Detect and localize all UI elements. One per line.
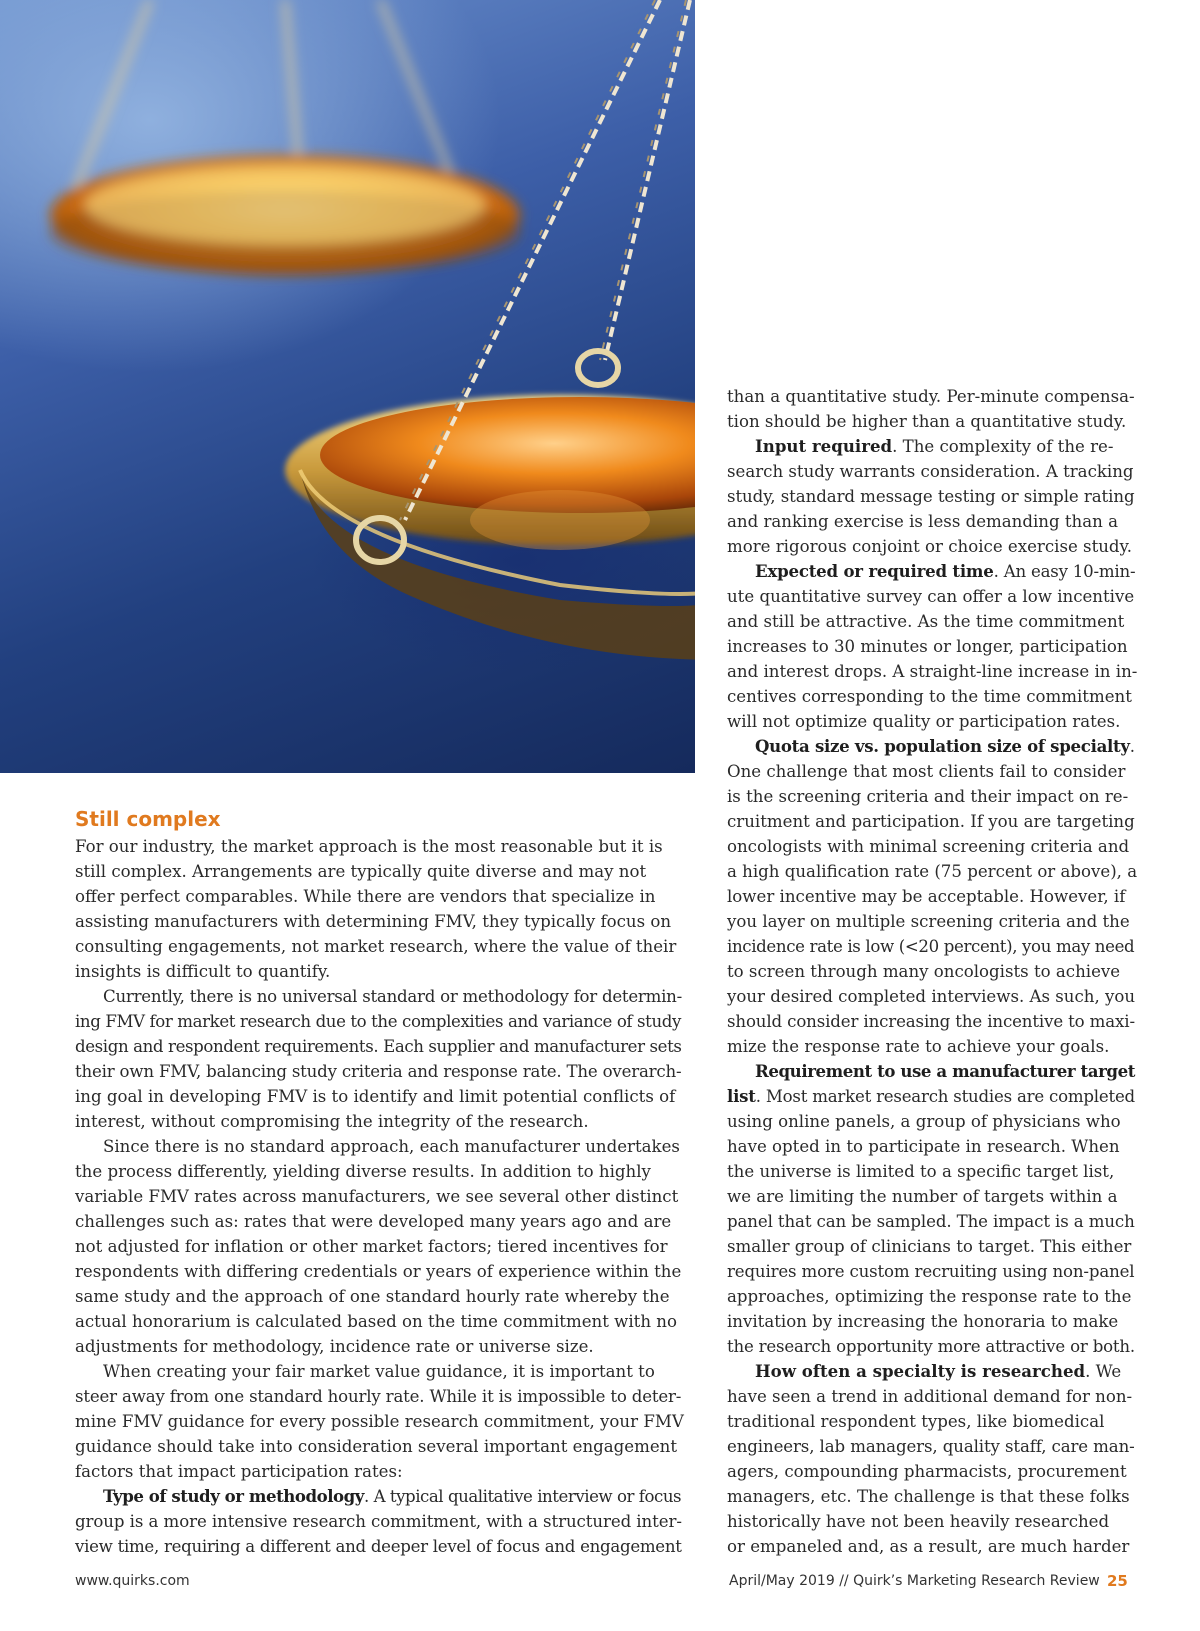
bold-lead-in: Input required [755,436,893,456]
text-line [75,1484,685,1509]
line-text: to screen through many oncologists to achieve [727,962,1121,981]
line-text: factors that impact participation rates: [75,1462,403,1481]
text-line [75,1434,685,1459]
line-text: or empaneled and, as a result, are much harder [727,1537,1130,1556]
page-number: 25 [1107,1572,1128,1590]
line-text: . An easy 10-min- [993,562,1136,581]
line-text: . [1129,737,1135,756]
text-line [75,1159,685,1184]
line-text: tion should be higher than a quantitative study. [727,412,1127,431]
line-text: mine FMV guidance for every possible research commitment, your FMV [75,1412,684,1431]
line-text: should consider increasing the incentive to maxi- [727,1012,1135,1031]
line-text: smaller group of clinicians to target. This either [727,1237,1132,1256]
line-text: study, standard message testing or simple rating [727,487,1135,506]
line-text: Currently, there is no universal standard or methodology for determin- [103,987,682,1006]
text-line [727,1309,1137,1334]
text-line [727,1334,1137,1359]
text-line [727,809,1137,834]
line-text: traditional respondent types, like biomedical [727,1412,1105,1431]
text-line [727,509,1137,534]
line-text: incidence rate is low (<20 percent), you may need [727,937,1135,956]
text-line [75,1259,685,1284]
text-line [727,584,1137,609]
section-heading: Still complex [75,807,221,831]
line-text: lower incentive may be acceptable. However, if [727,887,1126,906]
text-line [727,409,1137,434]
bold-lead-in: Type of study or methodology [103,1486,364,1506]
text-line [75,1134,685,1159]
line-text: your desired completed interviews. As such, you [727,987,1136,1006]
line-text: approaches, optimizing the response rate to the [727,1287,1132,1306]
line-text: a high qualification rate (75 percent or above), a [727,862,1138,881]
line-text: ute quantitative survey can offer a low incentive [727,587,1135,606]
text-line [727,684,1137,709]
line-text: variable FMV rates across manufacturers, we see several other distinct [75,1187,679,1206]
text-line [727,984,1137,1009]
line-text: offer perfect comparables. While there are vendors that specialize in [75,887,656,906]
text-line [727,1034,1137,1059]
text-line [75,1359,685,1384]
footer-issue: April/May 2019 // Quirk’s Marketing Research Review [729,1573,1100,1589]
text-line [727,1284,1137,1309]
line-text: have opted in to participate in research. When [727,1137,1120,1156]
bold-lead-in: Requirement to use a manufacturer target [755,1061,1135,1081]
text-line [727,634,1137,659]
text-line [727,1484,1137,1509]
text-line [727,1509,1137,1534]
line-text: the process differently, yielding diverse results. In addition to highly [75,1162,651,1181]
line-text: and still be attractive. As the time commitment [727,612,1125,631]
line-text: engineers, lab managers, quality staff, care man- [727,1437,1135,1456]
text-line [727,384,1137,409]
line-text: using online panels, a group of physicians who [727,1112,1121,1131]
text-line [727,759,1137,784]
text-line [75,1234,685,1259]
text-line [727,884,1137,909]
text-line [727,1184,1137,1209]
text-line [75,1334,685,1359]
line-text: you layer on multiple screening criteria and the [727,912,1130,931]
line-text: One challenge that most clients fail to consider [727,762,1126,781]
line-text: we are limiting the number of targets within a [727,1187,1118,1206]
line-text: and ranking exercise is less demanding than a [727,512,1118,531]
text-line [75,1509,685,1534]
line-text: . The complexity of the re- [892,437,1114,456]
line-text: managers, etc. The challenge is that these folks [727,1487,1130,1506]
line-text: their own FMV, balancing study criteria and response rate. The overarch- [75,1062,682,1081]
line-text: design and respondent requirements. Each supplier and manufacturer sets [75,1037,682,1056]
text-line [727,1434,1137,1459]
line-text: still complex. Arrangements are typically quite diverse and may not [75,862,647,881]
line-text: assisting manufacturers with determining FMV, they typically focus on [75,912,672,931]
right-column [727,384,1137,1559]
line-text: oncologists with minimal screening criteria and [727,837,1130,856]
line-text: panel that can be sampled. The impact is a much [727,1212,1135,1231]
text-line [75,909,685,934]
text-line [727,709,1137,734]
line-text: consulting engagements, not market research, where the value of their [75,937,677,956]
text-line [75,834,685,859]
text-line [75,1309,685,1334]
line-text: . We [1085,1362,1122,1381]
text-line [75,859,685,884]
line-text: . Most market research studies are completed [755,1087,1135,1106]
line-text: ing goal in developing FMV is to identify and limit potential conflicts of [75,1087,676,1106]
line-text: cruitment and participation. If you are targeting [727,812,1135,831]
line-text: requires more custom recruiting using non-panel [727,1262,1135,1281]
text-line [727,609,1137,634]
text-line [727,659,1137,684]
text-line [727,734,1137,759]
text-line [727,1234,1137,1259]
text-line [727,1459,1137,1484]
text-line [75,1009,685,1034]
text-line [75,1409,685,1434]
text-line [727,909,1137,934]
text-line [727,1134,1137,1159]
line-text: When creating your fair market value guidance, it is important to [103,1362,655,1381]
left-column [75,834,685,1559]
line-text: Since there is no standard approach, each manufacturer undertakes [103,1137,680,1156]
bold-lead-in: list [727,1086,756,1106]
text-line [727,934,1137,959]
line-text: not adjusted for inflation or other market factors; tiered incentives for [75,1237,668,1256]
text-line [75,934,685,959]
text-line [727,1409,1137,1434]
line-text: group is a more intensive research commitment, with a structured inter- [75,1512,682,1531]
bold-lead-in: Expected or required time [755,561,994,581]
line-text: and interest drops. A straight-line increase in in- [727,662,1138,681]
line-text: challenges such as: rates that were developed many years ago and are [75,1212,672,1231]
line-text: will not optimize quality or participation rates. [727,712,1121,731]
line-text: search study warrants consideration. A tracking [727,462,1134,481]
line-text: centives corresponding to the time commitment [727,687,1132,706]
text-line [727,784,1137,809]
text-line [75,1209,685,1234]
line-text: steer away from one standard hourly rate. While it is impossible to deter- [75,1387,682,1406]
text-line [727,434,1137,459]
text-line [727,1059,1137,1084]
text-line [75,1034,685,1059]
text-line [75,1284,685,1309]
text-line [75,1384,685,1409]
line-text: historically have not been heavily researched [727,1512,1110,1531]
line-text: respondents with differing credentials or years of experience within the [75,1262,682,1281]
text-line [75,1109,685,1134]
text-line [75,884,685,909]
line-text: ing FMV for market research due to the complexities and variance of study [75,1012,681,1031]
text-line [727,1084,1137,1109]
line-text: same study and the approach of one standard hourly rate whereby the [75,1287,670,1306]
text-line [75,984,685,1009]
line-text: agers, compounding pharmacists, procurement [727,1462,1127,1481]
line-text: actual honorarium is calculated based on the time commitment with no [75,1312,677,1331]
text-line [75,959,685,984]
footer-url: www.quirks.com [75,1573,190,1589]
line-text: increases to 30 minutes or longer, participation [727,637,1128,656]
line-text: For our industry, the market approach is the most reasonable but it is [75,837,663,856]
text-line [727,1384,1137,1409]
text-line [727,1359,1137,1384]
line-text: view time, requiring a different and deeper level of focus and engagement [75,1537,682,1556]
text-line [727,559,1137,584]
text-line [727,1209,1137,1234]
line-text: insights is difficult to quantify. [75,962,331,981]
line-text: the research opportunity more attractive or both. [727,1337,1135,1356]
line-text: invitation by increasing the honoraria to make [727,1312,1119,1331]
text-line [75,1059,685,1084]
text-line [727,459,1137,484]
line-text: have seen a trend in additional demand for non- [727,1387,1133,1406]
line-text: . A typical qualitative interview or focus [363,1487,682,1506]
text-line [727,1259,1137,1284]
text-line [727,859,1137,884]
line-text: guidance should take into consideration several important engagement [75,1437,678,1456]
line-text: interest, without compromising the integrity of the research. [75,1112,589,1131]
text-line [727,959,1137,984]
text-line [727,1009,1137,1034]
line-text: adjustments for methodology, incidence rate or universe size. [75,1337,594,1356]
text-line [727,1109,1137,1134]
text-line [75,1084,685,1109]
text-line [75,1459,685,1484]
line-text: the universe is limited to a specific target list, [727,1162,1115,1181]
text-line [727,834,1137,859]
line-text: more rigorous conjoint or choice exercise study. [727,537,1132,556]
line-text: mize the response rate to achieve your goals. [727,1037,1110,1056]
text-line [727,484,1137,509]
bold-lead-in: How often a specialty is researched [755,1361,1086,1381]
text-line [727,534,1137,559]
line-text: is the screening criteria and their impact on re- [727,787,1129,806]
text-line [727,1534,1137,1559]
text-line [727,1159,1137,1184]
scales-of-justice-photo [0,0,695,773]
bold-lead-in: Quota size vs. population size of specialty [755,736,1130,756]
text-line [75,1184,685,1209]
text-line [75,1534,685,1559]
line-text: than a quantitative study. Per-minute compensa- [727,387,1135,406]
